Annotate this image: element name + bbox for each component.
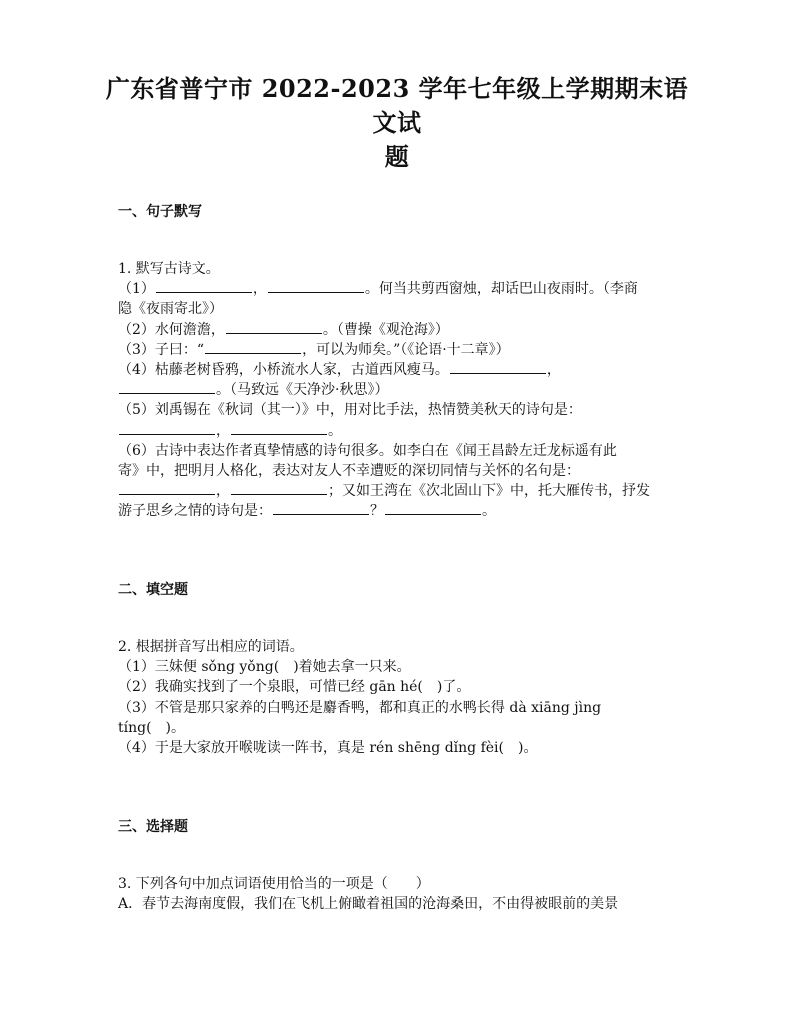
question-line: （6）古诗中表达作者真挚情感的诗句很多。如李白在《闻王昌龄左迁龙标遥有此 [118, 442, 617, 459]
question-line: ， 。 [118, 421, 684, 441]
answer-blank[interactable] [119, 421, 215, 435]
answer-blank[interactable] [385, 501, 481, 515]
question-line: （4）于是大家放开喉咙读一阵书，真是 rén shēng dǐng fèi( )。 [118, 740, 538, 757]
question-stem: 1. 默写古诗文。 [118, 261, 220, 277]
question-line: 寄》中，把明月人格化，表达对友人不幸遭贬的深切同情与关怀的名句是： [118, 463, 580, 480]
question-line: （2）水何澹澹， 。（曹操《观沧海》） [118, 321, 449, 338]
question-line: （5）刘禹锡在《秋词（其一）》中，用对比手法，热情赞美秋天的诗句是： [118, 402, 582, 419]
section-heading-1: 一、句子默写 [118, 204, 202, 220]
question-1 [118, 259, 684, 522]
title-line-2: 题 [384, 142, 410, 171]
question-line: （3）子曰：“ ，可以为师矣。”（《论语·十二章》） [118, 341, 510, 358]
section-heading-2: 二、填空题 [118, 582, 188, 598]
question-line: 游子思乡之情的诗句是： ？ 。 [118, 503, 496, 520]
title-line-1: 广东省普宁市 2022-2023 学年七年级上学期期末语文试 [105, 74, 689, 137]
answer-blank[interactable] [205, 340, 301, 354]
page-title [100, 72, 694, 174]
section-heading-3: 三、选择题 [118, 819, 188, 835]
answer-blank[interactable] [119, 481, 215, 495]
question-line: （4）枯藤老树昏鸦，小桥流水人家，古道西风瘦马。 ， [118, 362, 561, 379]
question-stem: 2. 根据拼音写出相应的词语。 [118, 639, 304, 655]
question-3 [118, 874, 684, 914]
answer-blank[interactable] [119, 380, 215, 394]
question-line: （1） ， 。何当共剪西窗烛，却话巴山夜雨时。（李商 [118, 281, 638, 298]
answer-blank[interactable] [231, 481, 327, 495]
question-line: ， ；又如王湾在《次北固山下》中，托大雁传书，抒发 [118, 481, 684, 501]
question-line: 。（马致远《天净沙·秋思》） [118, 380, 684, 400]
question-line: （2）我确实找到了一个泉眼，可惜已经 gān hé( )了。 [118, 679, 471, 696]
question-line: （3）不管是那只家养的白鸭还是麝香鸭，都和真正的水鸭长得 dà xiāng jìng [118, 699, 602, 716]
answer-blank[interactable] [450, 360, 546, 374]
answer-blank[interactable] [231, 421, 327, 435]
answer-blank[interactable] [273, 501, 369, 515]
question-line: 隐《夜雨寄北》） [118, 301, 223, 318]
question-stem: 3. 下列各句中加点词语使用恰当的一项是（ ） [118, 876, 430, 892]
option-a[interactable]: A．春节去海南度假，我们在飞机上俯瞰着祖国的沧海桑田，不由得被眼前的美景 [118, 896, 619, 913]
question-2 [118, 637, 684, 758]
answer-blank[interactable] [156, 279, 252, 293]
question-line: （1）三妹便 sǒng yǒng( )着她去拿一只来。 [118, 659, 411, 676]
question-line: tíng( )。 [118, 719, 186, 736]
answer-blank[interactable] [268, 279, 364, 293]
answer-blank[interactable] [226, 320, 322, 334]
